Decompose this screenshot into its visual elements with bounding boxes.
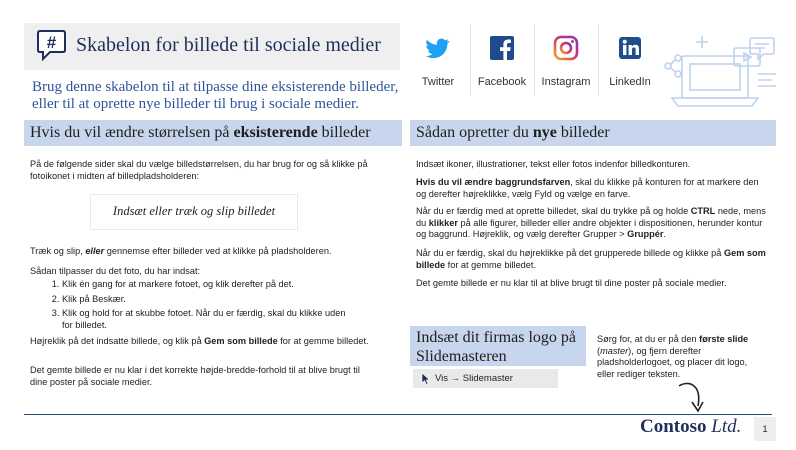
page-subtitle: Brug denne skabelon til at tilpasse dine eksisterende billeder, eller til at oprette nye billeder til brug i sociale medier. — [32, 79, 399, 112]
drag-drop-text — [30, 246, 375, 258]
text-bold: første slide — [699, 334, 749, 344]
page-title: Skabelon for billede til sociale medier — [76, 34, 381, 56]
image-placeholder-text: Indsæt eller træk og slip billedet — [112, 204, 276, 218]
linkedin-icon — [616, 34, 644, 62]
social-label: Twitter — [421, 76, 455, 88]
text: , skal du klikke på konturen for at markere den og derefter højreklikke, vælg Fyld og vælge en farve. — [416, 177, 759, 199]
text: nede, mens du — [416, 206, 766, 228]
text-italic: master — [600, 345, 629, 356]
social-label: Facebook — [477, 76, 527, 88]
new-p4 — [416, 248, 766, 271]
vis-slidemaster-hint — [413, 369, 558, 388]
text: Træk og slip, — [30, 246, 86, 256]
text-bold: Gem som billede — [204, 336, 278, 346]
heading-text: billeder — [556, 124, 610, 141]
list-item: 1. Klik én gang for at markere fotoet, og klik derefter på det. — [62, 279, 348, 291]
social-linkedin[interactable] — [600, 26, 660, 88]
divider — [470, 24, 471, 96]
text-bold: klikker — [428, 217, 458, 228]
heading-text: Hvis du vil ændre størrelsen på — [30, 124, 234, 141]
laptop-illustration-icon — [660, 34, 780, 116]
heading-bold-text: eksisterende — [233, 124, 318, 141]
text: ( — [597, 345, 601, 356]
footer-divider — [24, 414, 772, 415]
text: Når du er færdig med at oprette billedet, skal du trykke på og holde — [416, 206, 691, 216]
text: Højreklik på det indsatte billede, og klik på — [30, 336, 205, 346]
intro-text: På de følgende sider skal du vælge billedstørrelsen, du har brug for og så klikke på fotoikonet i midten af billedpladsholderen: — [30, 159, 368, 181]
text-bold: Gruppér — [627, 229, 664, 239]
vis-label: Vis → Slidemaster — [435, 373, 513, 384]
text-bold: Gem som billede — [416, 248, 766, 270]
how-to-text: Sådan tilpasser du det foto, du har indsat: — [30, 266, 201, 276]
new-p5: Det gemte billede er nu klar til at blive brugt til dine poster på sociale medier. — [416, 278, 727, 288]
new-p2 — [416, 177, 766, 200]
new-p1: Indsæt ikoner, illustrationer, tekst eller fotos indenfor billedkonturen. — [416, 159, 691, 169]
company-logo[interactable] — [640, 416, 741, 438]
social-twitter[interactable] — [408, 26, 468, 88]
social-instagram[interactable] — [536, 26, 596, 88]
logo-instructions — [597, 334, 765, 380]
text-bold: CTRL — [690, 206, 716, 216]
divider — [598, 24, 599, 96]
text: gennemse efter billeder ved at klikke på pladsholderen. — [104, 246, 332, 256]
arrow-down-icon — [676, 380, 710, 416]
section-heading-existing — [24, 120, 402, 146]
list-item: 2. Klik på Beskær. — [62, 294, 348, 306]
new-p3 — [416, 206, 766, 241]
social-label: Instagram — [541, 76, 591, 88]
social-label: LinkedIn — [609, 76, 651, 88]
text: for at gemme billedet. — [277, 336, 369, 346]
section-heading-new — [410, 120, 776, 146]
logo-text: Contoso — [640, 416, 707, 437]
logo-text-italic: Ltd. — [711, 416, 742, 437]
page-number: 1 — [754, 417, 776, 441]
social-facebook[interactable] — [472, 26, 532, 88]
facebook-icon — [488, 34, 516, 62]
list-item: 3. Klik og hold for at skubbe fotoet. Når du er færdig, skal du klikke uden for billedet. — [62, 308, 348, 331]
section-heading-logo: Indsæt dit firmas logo på Slidemasteren — [410, 326, 586, 366]
hashtag-chat-icon — [36, 28, 67, 62]
text-bold-italic: eller — [85, 246, 105, 256]
text-bold: Hvis du vil ændre baggrundsfarven — [416, 177, 571, 187]
save-text — [30, 336, 375, 348]
twitter-icon — [424, 34, 452, 62]
text: på alle figurer, billeder eller andre objekter i dispositionen, herunder kontur og baggrund. Højreklik, og vælg derefter Grupper > — [416, 217, 763, 239]
text: . — [663, 229, 666, 239]
text: Når du er færdig, skal du højreklikke på det grupperede billede og klikke på — [416, 248, 724, 258]
text: Sørg for, at du er på den — [597, 334, 700, 344]
divider — [534, 24, 535, 96]
text: ), og fjern derefter pladsholderlogoet, og placer dit logo, eller rediger teksten. — [597, 345, 748, 379]
heading-text: billeder — [317, 124, 371, 141]
steps-list — [48, 279, 348, 334]
text: for at gemme billedet. — [445, 259, 537, 270]
heading-bold-text: nye — [532, 124, 557, 141]
heading-text: Sådan opretter du — [416, 124, 533, 141]
instagram-icon — [552, 34, 580, 62]
cursor-icon — [421, 372, 431, 385]
svg-text:#: # — [46, 33, 57, 52]
ready-text: Det gemte billede er nu klar i det korrekte højde-bredde-forhold til at blive brugt til dine poster på sociale medier. — [30, 365, 360, 387]
